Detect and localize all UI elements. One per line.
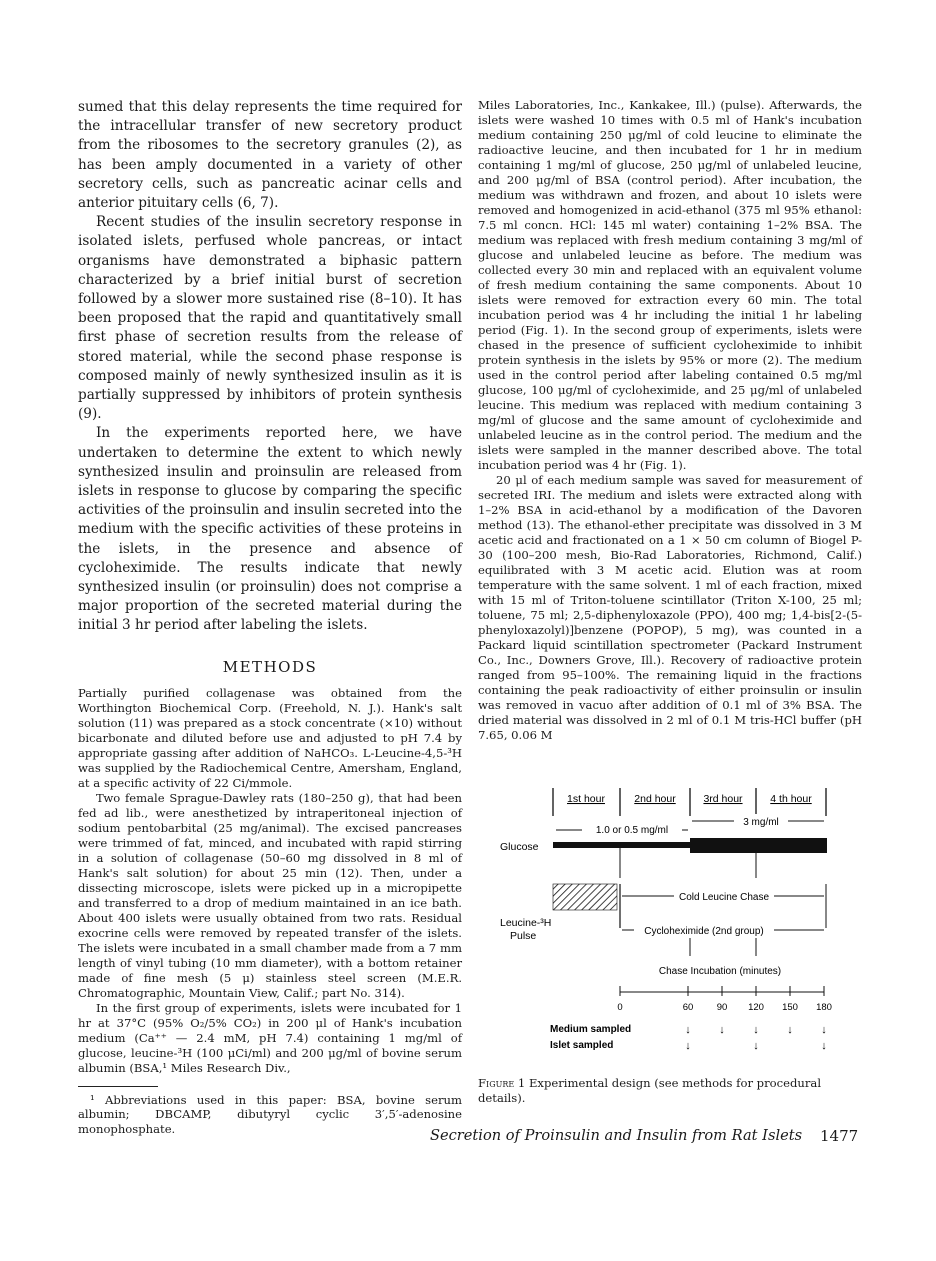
tick-label: 150 bbox=[782, 1002, 798, 1013]
pulse-label: Leucine-³H bbox=[500, 917, 552, 929]
intro-paragraph: Recent studies of the insulin secretory response in isolated islets, perfused whole pancreas, or intact organisms have demonstrated a biphasic pattern characterized by a brief initial burst of secretion followed by a slower more sustained rise (8–10). It has been proposed that the rapid and quantitatively small first phase of secretion results from the release of stored material, while the second phase response is composed mainly of newly synthesized insulin as it is partially suppressed by inhibitors of protein synthesis (9). bbox=[78, 214, 462, 423]
running-head: Secretion of Proinsulin and Insulin from Rat Islets bbox=[430, 1127, 803, 1144]
axis-title: Chase Incubation (minutes) bbox=[658, 966, 782, 977]
glucose-high-label: 3 mg/ml bbox=[743, 817, 779, 828]
intro-paragraph: sumed that this delay represents the time required for the intracellular transfer of new secretory product from the ribosomes to the secretory granules (2), as has been amply documented in a variety of other secretory cells, such as pancreatic acinar cells and anterior pituitary cells (6, 7). bbox=[78, 99, 462, 212]
islet-sample-arrow: ↓ bbox=[685, 1040, 691, 1052]
methods-heading: METHODS bbox=[222, 657, 318, 676]
hour-label: 1st hour bbox=[567, 793, 605, 805]
cold-leucine-label: Cold Leucine Chase bbox=[678, 892, 770, 903]
medium-sample-arrow: ↓ bbox=[787, 1024, 793, 1036]
axis-ticks bbox=[617, 986, 832, 1013]
glucose-bar-high bbox=[690, 838, 827, 853]
glucose-label: Glucose bbox=[500, 841, 539, 853]
sampling-arrows bbox=[685, 1024, 827, 1052]
right-column bbox=[478, 98, 862, 743]
hour-label: 3rd hour bbox=[703, 793, 743, 805]
medium-sample-arrow: ↓ bbox=[719, 1024, 725, 1036]
intro-paragraph: In the experiments reported here, we have undertaken to determine the extent to which newly synthesized insulin and proinsulin are released from islets in response to glucose by comparing the specific activities of the proinsulin and insulin secreted into the medium with the specific activities of these proteins in the islets, in the presence and absence of cycloheximide. The results indicate that newly synthesized insulin (or proinsulin) does not comprise a major proportion of the secreted material during the initial 3 hr period after labeling the islets. bbox=[78, 425, 462, 634]
experimental-design-diagram bbox=[498, 788, 862, 1073]
methods-paragraph: 20 μl of each medium sample was saved for measurement of secreted IRI. The medium and islets were extracted along with 1–2% BSA in acid-ethanol by a modification of the Davoren method (13). The ethanol-ether precipitate was dissolved in 3 M acetic acid and fractionated on a 1 × 50 cm column of Biogel P-30 (100–200 mesh, Bio-Rad Laboratories, Richmond, Calif.) equilibrated with 3 M acetic acid. Elution was at room temperature with the same solvent. 1 ml of each fraction, mixed with 15 ml of Triton-toluene scintillator (Triton X-100, 25 ml; toluene, 75 ml; 2,5-diphenyloxazole (PPO), 400 mg; 1,4-bis[2-(5-phenyloxazolyl)]benzene (POPOP), 5 mg), was counted in a Packard liquid scintillation spectrometer (Packard Instrument Co., Inc., Downers Grove, Ill.). Recovery of radioactive protein ranged from 95–100%. The remaining liquid in the fractions containing the peak radioactivity of either proinsulin or insulin was removed in vacuo after addition of 0.1 ml of 3% BSA. The dried material was dissolved in 2 ml of 0.1 M tris-HCl buffer (pH 7.65, 0.06 M bbox=[478, 473, 862, 742]
medium-sample-arrow: ↓ bbox=[685, 1024, 691, 1036]
footnote-rule bbox=[78, 1086, 158, 1087]
tick-label: 60 bbox=[682, 1002, 694, 1013]
islet-sample-arrow: ↓ bbox=[821, 1040, 827, 1052]
figure-caption bbox=[478, 1076, 862, 1106]
figure-1 bbox=[498, 788, 862, 1118]
page-number: 1477 bbox=[820, 1127, 859, 1145]
medium-sample-arrow: ↓ bbox=[753, 1024, 759, 1036]
hour-label: 4 th hour bbox=[770, 793, 812, 805]
tick-label: 90 bbox=[716, 1002, 728, 1013]
glucose-low-label: 1.0 or 0.5 mg/ml bbox=[595, 825, 669, 836]
tick-label: 0 bbox=[617, 1002, 623, 1013]
pulse-label: Pulse bbox=[510, 930, 537, 942]
pulse-hatch bbox=[553, 884, 617, 910]
tick-label: 180 bbox=[816, 1002, 832, 1013]
methods-paragraph: Partially purified collagenase was obtained from the Worthington Biochemical Corp. (Freehold, N. J.). Hank's salt solution (11) was prepared as a stock concentrate (×10) without bicarbonate and diluted before use and adjusted to pH 7.4 by appropriate gassing after addition of NaHCO₃. L-Leucine-4,5-³H was supplied by the Radiochemical Centre, Amersham, England, at a specific activity of 22 Ci/mmole. bbox=[78, 685, 462, 790]
cycloheximide-label: Cycloheximide (2nd group) bbox=[644, 926, 764, 937]
medium-sampled-label: Medium sampled bbox=[550, 1024, 632, 1035]
methods-paragraph: Two female Sprague-Dawley rats (180–250 g), that had been fed ad lib., were anesthetized by intraperitoneal injection of sodium pentobarbital (25 mg/animal). The excised pancreases were trimmed of fat, minced, and incubated with rapid stirring in a solution of collagenase (50–60 mg dissolved in 8 ml of Hank's salt solution) for about 25 min (12). Then, under a dissecting microscope, islets were picked up in a micropipette and transferred to a drop of medium maintained in an ice bath. About 400 islets were usually obtained from two rats. Residual exocrine cells were removed by repeated transfer of the islets. The islets were incubated in a small chamber made from a 7 mm length of vinyl tubing (10 mm diameter), with a bottom retainer made of fine mesh (5 μ) stainless steel screen (M.E.R. Chromatographic, Mountain View, Calif.; part No. 314). bbox=[78, 790, 462, 1000]
islet-sample-arrow: ↓ bbox=[753, 1040, 759, 1052]
caption-label: Figure 1 bbox=[478, 1076, 526, 1090]
hour-label: 2nd hour bbox=[634, 793, 676, 805]
caption-text: Experimental design (see methods for procedural details). bbox=[478, 1076, 822, 1105]
medium-sample-arrow: ↓ bbox=[821, 1024, 827, 1036]
glucose-bar-low bbox=[553, 842, 690, 848]
left-column bbox=[78, 98, 462, 1136]
footnote: ¹ Abbreviations used in this paper: BSA, bovine serum albumin; DBCAMP, dibutyryl cyclic 3′,5′-adenosine monophosphate. bbox=[78, 1092, 462, 1136]
methods-paragraph: In the first group of experiments, islets were incubated for 1 hr at 37°C (95% O₂/5% CO₂) in 200 μl of Hank's incubation medium (Ca⁺⁺ — 2.4 mM, pH 7.4) containing 1 mg/ml of glucose, leucine-³H (100 μCi/ml) and 200 μg/ml of bovine serum albumin (BSA,¹ Miles Research Div., bbox=[78, 1000, 462, 1075]
islet-sampled-label: Islet sampled bbox=[550, 1040, 614, 1051]
methods-paragraph: Miles Laboratories, Inc., Kankakee, Ill.) (pulse). Afterwards, the islets were washed 10 times with 0.5 ml of Hank's incubation medium containing 250 μg/ml of cold leucine to eliminate the radioactive leucine, and then incubated for 1 hr in medium containing 1 mg/ml of glucose, 250 μg/ml of unlabeled leucine, and 200 μg/ml of BSA (control period). After incubation, the medium was withdrawn and frozen, and about 10 islets were removed and homogenized in acid-ethanol (375 ml 95% ethanol: 7.5 ml concn. HCl: 145 ml water) containing 1–2% BSA. The medium was replaced with fresh medium containing 3 mg/ml of glucose and unlabeled leucine as before. The medium was collected every 30 min and replaced with an equivalent volume of fresh medium containing the same components. About 10 islets were removed for extraction every 60 min. The total incubation period was 4 hr including the initial 1 hr labeling period (Fig. 1). In the second group of experiments, islets were chased in the presence of sufficient cycloheximide to inhibit protein synthesis in the islets by 95% or more (2). The medium used in the control period after labeling contained 0.5 mg/ml glucose, 100 μg/ml of cycloheximide, and 25 μg/ml of unlabeled leucine. This medium was replaced with medium containing 3 mg/ml of glucose and the same amount of cycloheximide and unlabeled leucine as in the control period. The medium and the islets were sampled in the manner described above. The total incubation period was 4 hr (Fig. 1). bbox=[478, 98, 862, 472]
tick-label: 120 bbox=[748, 1002, 764, 1013]
